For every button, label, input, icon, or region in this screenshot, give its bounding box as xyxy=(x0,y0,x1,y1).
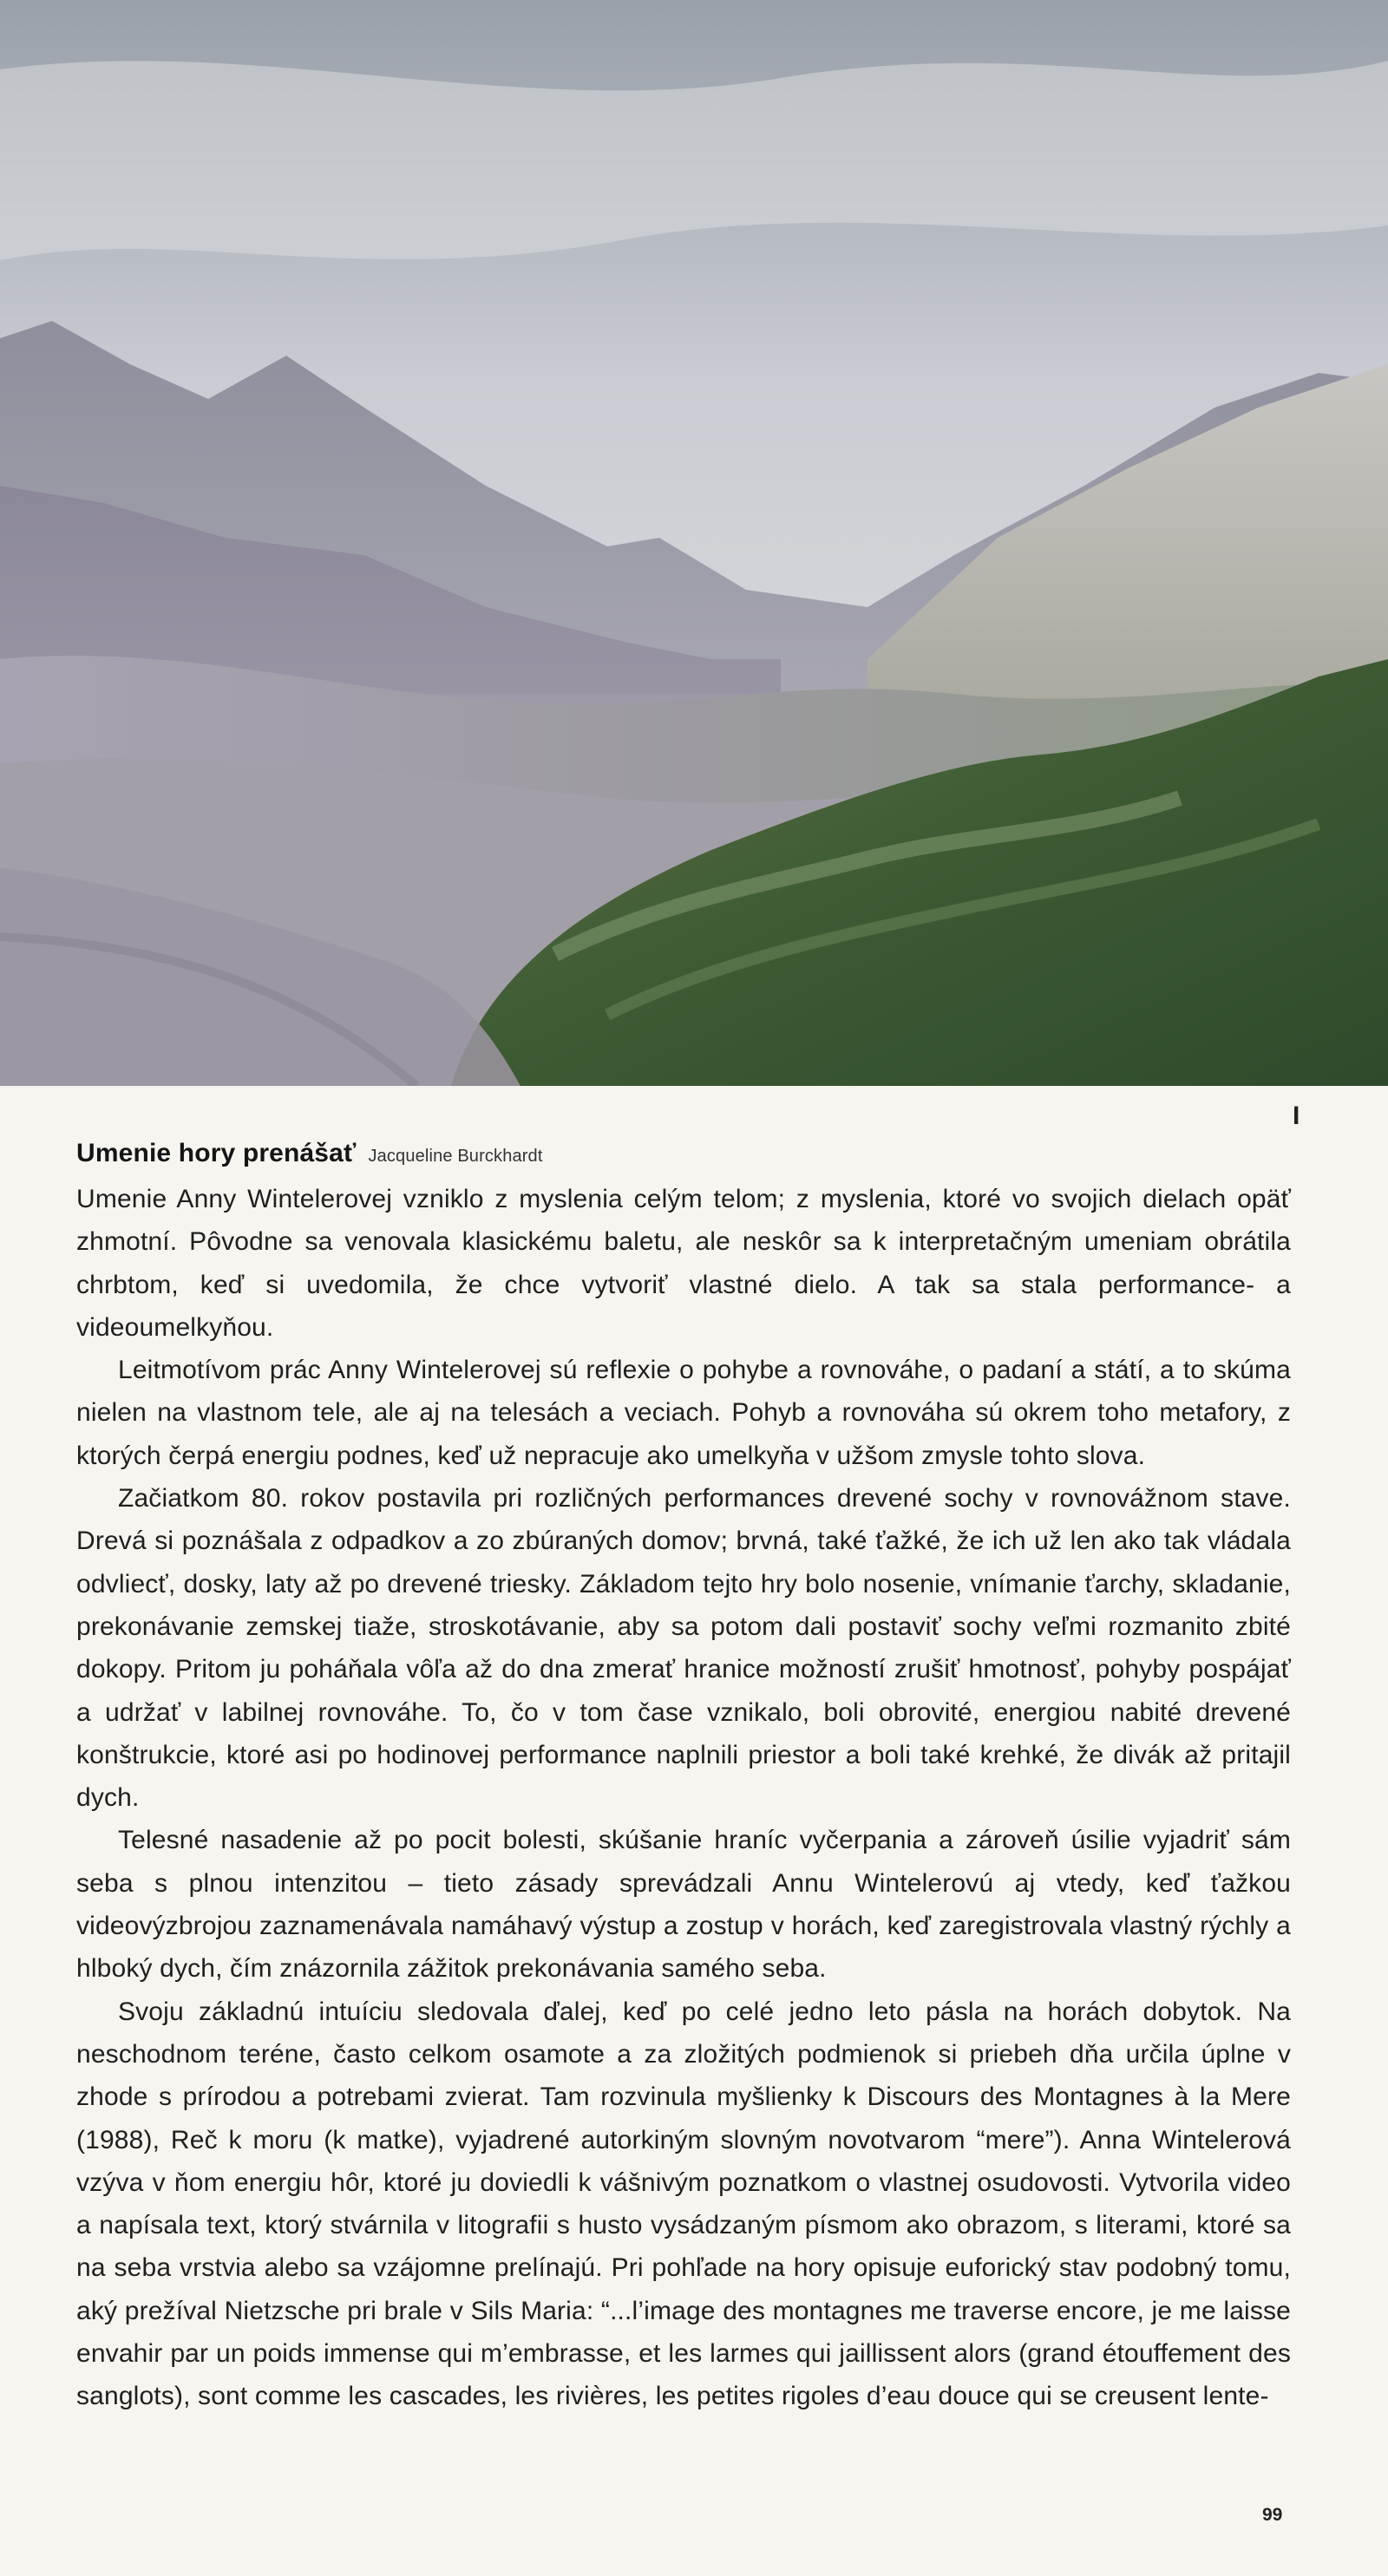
paragraph: Leitmotívom prác Anny Wintelerovej sú reflexie o pohybe a rovnováhe, o padaní a státí, a to skúma nielen na vlastnom tele, ale aj na telesách a veciach. Pohyb a rovnováha sú okrem toho metafory, z ktorých čerpá energiu podnes, keď už nepracuje ako umelkyňa v užšom zmysle tohto slova. xyxy=(76,1356,1291,1470)
page-number: 99 xyxy=(1262,2505,1283,2525)
article-author: Jacqueline Burckhardt xyxy=(368,1147,543,1166)
mountain-landscape-illustration xyxy=(0,0,1388,1086)
figure-number: I xyxy=(1293,1102,1300,1130)
paragraph: Umenie Anny Wintelerovej vzniklo z myslenia celým telom; z myslenia, ktoré vo svojich dielach opäť zhmotní. Pôvodne sa venovala klasickému baletu, ale neskôr sa k interpretačným umeniam obrátila chrbtom, keď si uvedomila, že chce vytvoriť vlastné dielo. A tak sa stala performance- a videoumelkyňou. xyxy=(76,1185,1291,1342)
article xyxy=(76,1139,1291,2418)
article-title: Umenie hory prenášať xyxy=(76,1139,357,1167)
paragraph: Svoju základnú intuíciu sledovala ďalej, keď po celé jedno leto pásla na horách dobytok. Na neschodnom teréne, často celkom osamote a za zložitých podmienok si priebeh dňa určila úplne v zhode s prírodou a potrebami zvierat. Tam rozvinula myšlienky k Discours des Montagnes à la Mere (1988), Reč k moru (k matke), vyjadrené autorkiným slovným novotvarom “mere”). Anna Wintelerová vzýva v ňom energiu hôr, ktoré ju doviedli k vášnivým poznatkom o vlastnej osudovosti. Vytvorila video a napísala text, ktorý stvárnila v litografii s husto vysádzaným písmom ako obrazom, s literami, ktoré sa na seba vrstvia alebo sa vzájomne prelínajú. Pri pohľade na hory opisuje euforický stav podobný tomu, aký prežíval Nietzsche pri brale v Sils Maria: “...l’image des montagnes me traverse encore, je me laisse envahir par un poids immense qui m’embrasse, et les larmes qui jaillissent alors (grand étouffement des sanglots), sont comme les cascades, les rivières, les petites rigoles d’eau douce qui se creusent lente- xyxy=(76,1997,1291,2411)
mountain-painting-image xyxy=(0,0,1388,1086)
paragraph: Telesné nasadenie až po pocit bolesti, skúšanie hraníc vyčerpania a zároveň úsilie vyjadriť sám seba s plnou intenzitou – tieto zásady sprevádzali Annu Wintelerovú aj vtedy, keď ťažkou videovýzbrojou zaznamenávala namáhavý výstup a zostup v horách, keď zaregistrovala vlastný rýchly a hlboký dych, čím znázornila zážitok prekonávania samého seba. xyxy=(76,1826,1291,1984)
paragraph: Začiatkom 80. rokov postavila pri rozličných performances drevené sochy v rovnovážnom stave. Drevá si poznášala z odpadkov a zo zbúraných domov; brvná, také ťažké, že ich už len ako tak vládala odvliecť, dosky, laty až po drevené triesky. Základom tejto hry bolo nosenie, vnímanie ťarchy, skladanie, prekonávanie zemskej tiaže, stroskotávanie, aby sa potom dali postaviť sochy veľmi rozmanito zbité dokopy. Pritom ju poháňala vôľa až do dna zmerať hranice možností zrušiť hmotnosť, pohyby pospájať a udržať v labilnej rovnováhe. To, čo v tom čase vznikalo, boli obrovité, energiou nabité drevené konštrukcie, ktoré asi po hodinovej performance naplnili priestor a boli také krehké, že divák až pritajil dych. xyxy=(76,1484,1291,1813)
article-heading xyxy=(76,1139,1291,1171)
